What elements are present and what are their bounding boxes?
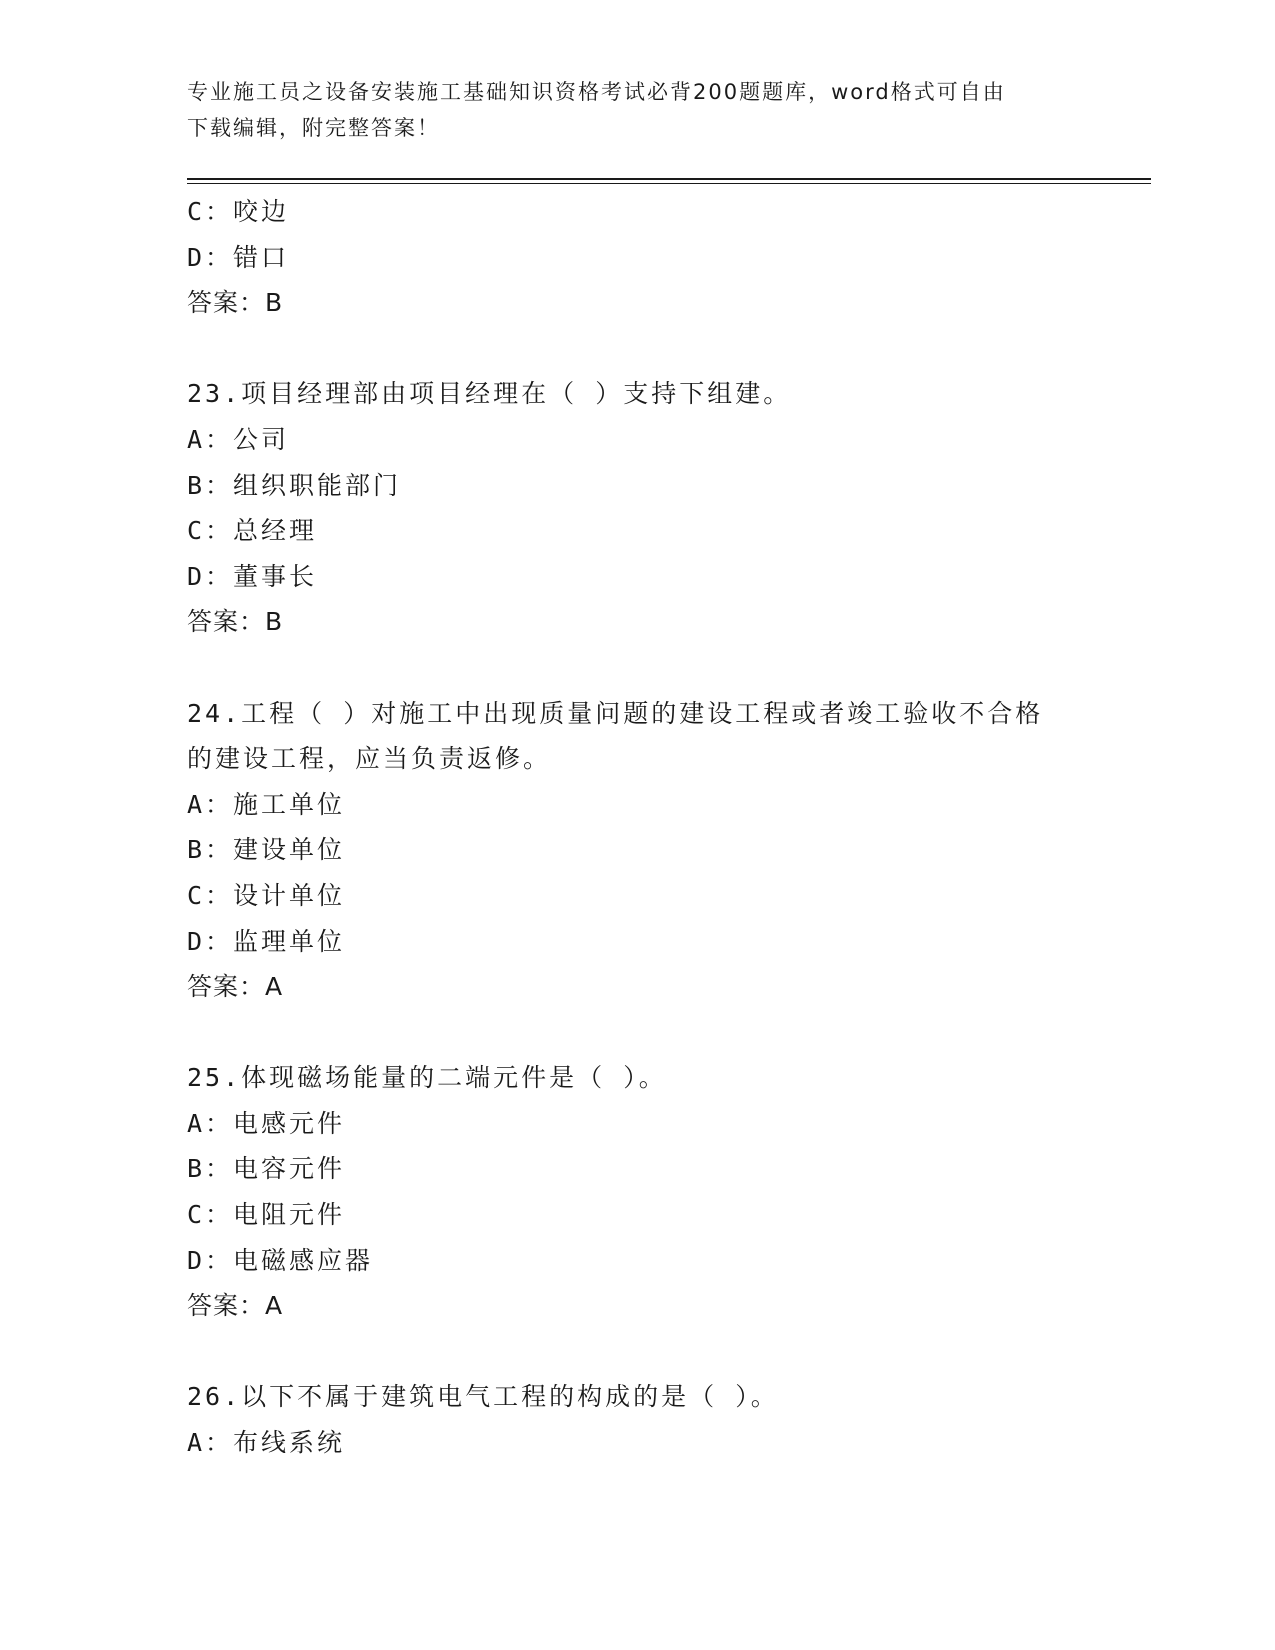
header-divider-thin (187, 183, 1151, 184)
option-d: D：监理单位 (187, 926, 346, 956)
option-a: A：电感元件 (187, 1108, 346, 1138)
question-text-line-2: 的建设工程，应当负责返修。 (187, 744, 552, 774)
question-block-23 (187, 371, 1087, 645)
option-b: B：组织职能部门 (187, 470, 402, 500)
answer: 答案：B (187, 607, 284, 637)
option-c: C：总经理 (187, 516, 318, 546)
option-c: C：设计单位 (187, 880, 346, 910)
question-block-24 (187, 691, 1087, 1010)
option-a: A：施工单位 (187, 789, 346, 819)
question-block-26 (187, 1374, 1087, 1465)
answer: 答案：B (187, 288, 284, 318)
header-line-1: 专业施工员之设备安装施工基础知识资格考试必背200题题库，word格式可自由 (187, 80, 1006, 104)
option-c: C：咬边 (187, 197, 290, 226)
question-text: 23.项目经理部由项目经理在（ ）支持下组建。 (187, 379, 792, 409)
option-d: D：错口 (187, 242, 290, 272)
option-a: A：公司 (187, 424, 290, 454)
document-header (187, 74, 1087, 146)
option-d: D：电磁感应器 (187, 1245, 374, 1275)
option-a: A：布线系统 (187, 1428, 346, 1458)
answer: 答案：A (187, 972, 284, 1002)
question-block-22-tail (187, 189, 1087, 326)
option-c: C：电阻元件 (187, 1200, 346, 1230)
header-line-2: 下载编辑，附完整答案！ (187, 116, 440, 140)
option-b: B：建设单位 (187, 835, 346, 865)
question-text: 25.体现磁场能量的二端元件是（ ）。 (187, 1063, 667, 1093)
question-text: 26.以下不属于建筑电气工程的构成的是（ ）。 (187, 1382, 779, 1412)
header-divider-thick (187, 178, 1151, 180)
answer: 答案：A (187, 1291, 284, 1321)
option-d: D：董事长 (187, 561, 318, 591)
question-text-line-1: 24.工程（ ）对施工中出现质量问题的建设工程或者竣工验收不合格 (187, 698, 1044, 728)
option-b: B：电容元件 (187, 1154, 346, 1184)
question-list (187, 189, 1087, 1466)
question-block-25 (187, 1055, 1087, 1329)
